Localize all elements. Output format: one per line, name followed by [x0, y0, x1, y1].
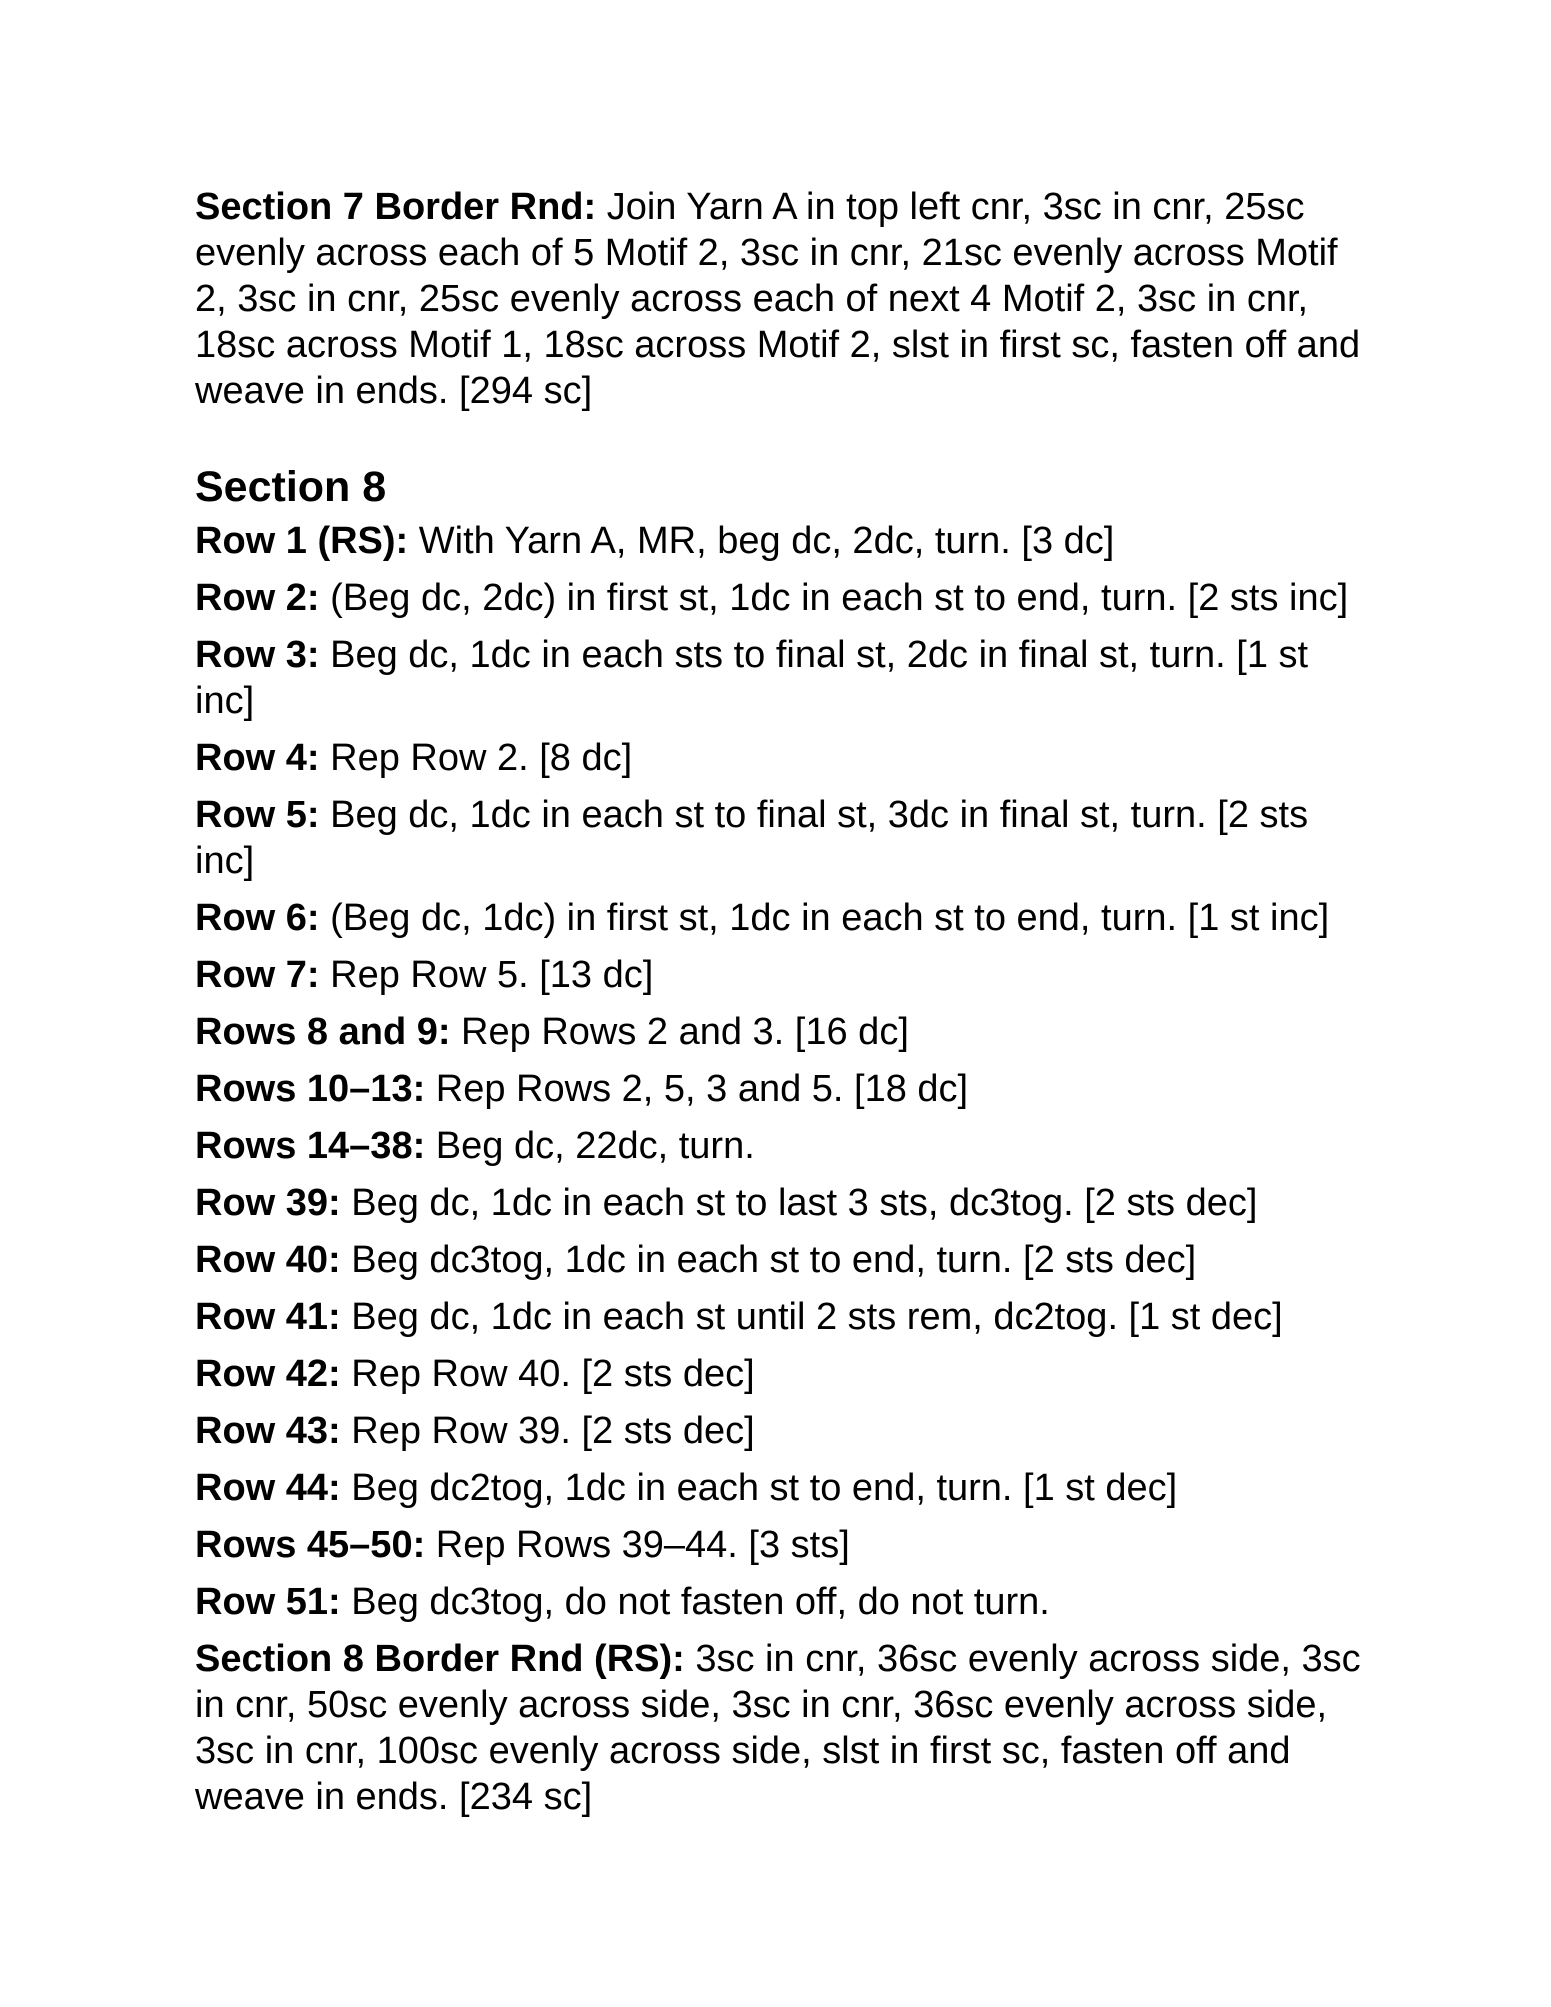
row-instruction — [195, 1351, 1375, 1397]
row-instruction — [195, 952, 1375, 998]
row-label: Row 1 (RS): — [195, 520, 409, 562]
row-label: Row 3: — [195, 634, 320, 676]
document-page — [195, 184, 1375, 1820]
row-instruction — [195, 1237, 1375, 1283]
row-label: Row 4: — [195, 737, 320, 779]
row-text: Beg dc3tog, do not fasten off, do not turn. — [340, 1581, 1050, 1623]
section7-border-label: Section 7 Border Rnd: — [195, 186, 597, 228]
row-label: Row 44: — [195, 1467, 341, 1509]
row-text: Beg dc2tog, 1dc in each st to end, turn. [1 st dec] — [340, 1467, 1178, 1509]
row-label: Row 6: — [195, 897, 320, 939]
row-text: Beg dc, 1dc in each sts to final st, 2dc in final st, turn. [1 st inc] — [195, 634, 1309, 722]
row-text: Rep Row 39. [2 sts dec] — [340, 1410, 755, 1452]
row-text: Rep Row 2. [8 dc] — [319, 737, 633, 779]
row-text: Beg dc, 1dc in each st to final st, 3dc in final st, turn. [2 sts inc] — [195, 794, 1309, 882]
row-text: Beg dc, 1dc in each st until 2 sts rem, dc2tog. [1 st dec] — [340, 1296, 1283, 1338]
section8-heading: Section 8 — [195, 463, 387, 511]
row-text: Beg dc, 22dc, turn. — [425, 1125, 755, 1167]
row-text: (Beg dc, 1dc) in first st, 1dc in each st to end, turn. [1 st inc] — [319, 897, 1330, 939]
row-label: Row 51: — [195, 1581, 341, 1623]
section8-border-label: Section 8 Border Rnd (RS): — [195, 1638, 685, 1680]
row-text: Beg dc3tog, 1dc in each st to end, turn. [2 sts dec] — [340, 1239, 1197, 1281]
row-text: Rep Row 5. [13 dc] — [319, 954, 654, 996]
row-text: Rep Rows 39–44. [3 sts] — [425, 1524, 850, 1566]
row-instruction — [195, 1465, 1375, 1511]
row-instruction — [195, 518, 1375, 564]
section7-border-paragraph — [195, 184, 1375, 414]
row-text: (Beg dc, 2dc) in first st, 1dc in each st to end, turn. [2 sts inc] — [319, 577, 1349, 619]
section8-border-text: 3sc in cnr, 36sc evenly across side, 3sc in cnr, 50sc evenly across side, 3sc in cnr, 36sc evenly across side, 3sc in cnr, 100sc evenly across side, slst in first sc, fasten off and weave in ends. [234 sc] — [195, 1638, 1361, 1818]
row-instruction — [195, 1579, 1375, 1625]
row-instruction — [195, 1180, 1375, 1226]
row-label: Rows 8 and 9: — [195, 1011, 451, 1053]
row-text: Rep Row 40. [2 sts dec] — [340, 1353, 755, 1395]
row-text: Rep Rows 2, 5, 3 and 5. [18 dc] — [425, 1068, 969, 1110]
row-instruction — [195, 575, 1375, 621]
row-label: Row 43: — [195, 1410, 341, 1452]
row-instruction — [195, 1294, 1375, 1340]
row-instruction — [195, 1522, 1375, 1568]
row-label: Row 40: — [195, 1239, 341, 1281]
row-instruction — [195, 1066, 1375, 1112]
row-text: With Yarn A, MR, beg dc, 2dc, turn. [3 dc] — [408, 520, 1115, 562]
row-instruction — [195, 735, 1375, 781]
row-label: Row 5: — [195, 794, 320, 836]
row-text: Beg dc, 1dc in each st to last 3 sts, dc3tog. [2 sts dec] — [340, 1182, 1258, 1224]
row-text: Rep Rows 2 and 3. [16 dc] — [450, 1011, 909, 1053]
row-instruction — [195, 1009, 1375, 1055]
row-label: Row 39: — [195, 1182, 341, 1224]
row-instruction — [195, 895, 1375, 941]
row-instruction — [195, 1408, 1375, 1454]
row-instruction — [195, 792, 1375, 884]
section8-rows — [195, 518, 1375, 1625]
row-label: Row 41: — [195, 1296, 341, 1338]
section8-border-paragraph — [195, 1636, 1375, 1820]
section7-border-text: Join Yarn A in top left cnr, 3sc in cnr, 25sc evenly across each of 5 Motif 2, 3sc in cnr, 21sc evenly across Motif 2, 3sc in cnr, 25sc evenly across each of next 4 Motif 2, 3sc in cnr, 18sc across Motif 1, 18sc across Motif 2, slst in first sc, fasten off and weave in ends. [294 sc] — [195, 186, 1361, 412]
row-label: Row 42: — [195, 1353, 341, 1395]
row-label: Rows 14–38: — [195, 1125, 426, 1167]
row-instruction — [195, 632, 1375, 724]
row-label: Row 7: — [195, 954, 320, 996]
row-instruction — [195, 1123, 1375, 1169]
row-label: Row 2: — [195, 577, 320, 619]
row-label: Rows 45–50: — [195, 1524, 426, 1566]
row-label: Rows 10–13: — [195, 1068, 426, 1110]
